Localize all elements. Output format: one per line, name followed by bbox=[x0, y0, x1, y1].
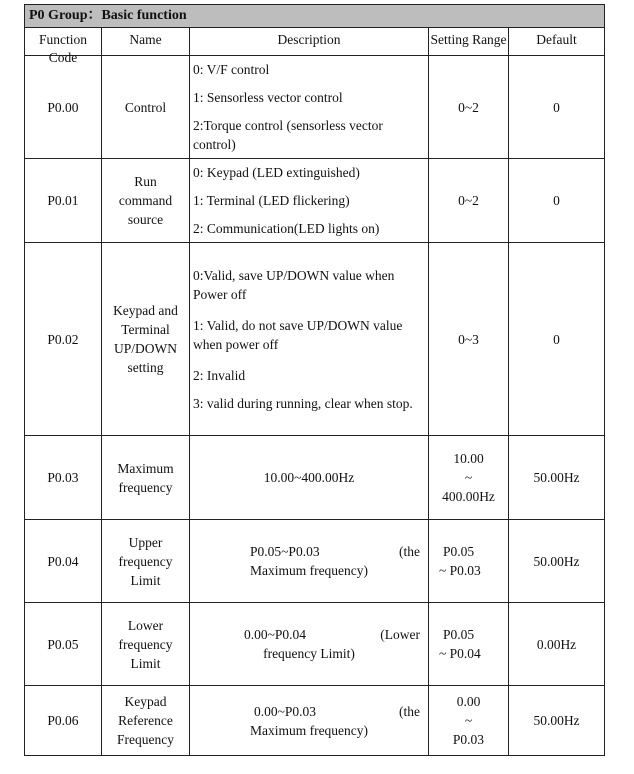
table-row bbox=[25, 436, 605, 520]
setting-range: P0.05 ~ P0.03 bbox=[429, 520, 509, 603]
parameter-name: Upper frequency Limit bbox=[102, 520, 190, 603]
parameter-description: P0.05~P0.03 (the Maximum frequency) bbox=[190, 520, 429, 603]
header-function-code: Function Code bbox=[25, 28, 102, 56]
table-row bbox=[25, 686, 605, 756]
setting-range: 10.00 ~ 400.00Hz bbox=[429, 436, 509, 520]
parameter-name: Lower frequency Limit bbox=[102, 603, 190, 686]
table-header-row bbox=[25, 28, 605, 56]
function-code: P0.04 bbox=[25, 520, 102, 603]
setting-range: 0~3 bbox=[429, 243, 509, 436]
parameter-description: 0.00~P0.04 (Lower frequency Limit) bbox=[190, 603, 429, 686]
table-row bbox=[25, 520, 605, 603]
function-code: P0.00 bbox=[25, 56, 102, 159]
table-row bbox=[25, 56, 605, 159]
table-row bbox=[25, 159, 605, 243]
parameter-document bbox=[24, 4, 605, 756]
parameter-description: 0: Keypad (LED extinguished) 1: Terminal (LED flickering) 2: Communication(LED lights on) bbox=[190, 159, 429, 243]
header-description: Description bbox=[190, 28, 429, 56]
parameter-description: 0:Valid, save UP/DOWN value when Power off 1: Valid, do not save UP/DOWN value when power off 2: Invalid 3: valid during running, clear when stop. bbox=[190, 243, 429, 436]
header-setting-range: Setting Range bbox=[429, 28, 509, 56]
parameter-description: 0.00~P0.03 (the Maximum frequency) bbox=[190, 686, 429, 756]
parameter-name: Keypad and Terminal UP/DOWN setting bbox=[102, 243, 190, 436]
group-title: P0 Group：Basic function bbox=[25, 5, 605, 28]
parameter-description: 0: V/F control 1: Sensorless vector control 2:Torque control (sensorless vector control) bbox=[190, 56, 429, 159]
setting-range: P0.05 ~ P0.04 bbox=[429, 603, 509, 686]
function-code: P0.06 bbox=[25, 686, 102, 756]
default-value: 0 bbox=[509, 56, 605, 159]
parameter-name: Control bbox=[102, 56, 190, 159]
default-value: 50.00Hz bbox=[509, 436, 605, 520]
parameter-description: 10.00~400.00Hz bbox=[190, 436, 429, 520]
function-code: P0.03 bbox=[25, 436, 102, 520]
parameter-table bbox=[24, 4, 605, 756]
setting-range: 0.00 ~ P0.03 bbox=[429, 686, 509, 756]
function-code: P0.02 bbox=[25, 243, 102, 436]
table-row bbox=[25, 243, 605, 436]
default-value: 0 bbox=[509, 159, 605, 243]
header-default: Default bbox=[509, 28, 605, 56]
default-value: 0 bbox=[509, 243, 605, 436]
parameter-name: Keypad Reference Frequency bbox=[102, 686, 190, 756]
parameter-name: Run command source bbox=[102, 159, 190, 243]
header-name: Name bbox=[102, 28, 190, 56]
default-value: 50.00Hz bbox=[509, 520, 605, 603]
setting-range: 0~2 bbox=[429, 56, 509, 159]
default-value: 50.00Hz bbox=[509, 686, 605, 756]
setting-range: 0~2 bbox=[429, 159, 509, 243]
function-code: P0.01 bbox=[25, 159, 102, 243]
function-code: P0.05 bbox=[25, 603, 102, 686]
default-value: 0.00Hz bbox=[509, 603, 605, 686]
parameter-name: Maximum frequency bbox=[102, 436, 190, 520]
table-row bbox=[25, 603, 605, 686]
